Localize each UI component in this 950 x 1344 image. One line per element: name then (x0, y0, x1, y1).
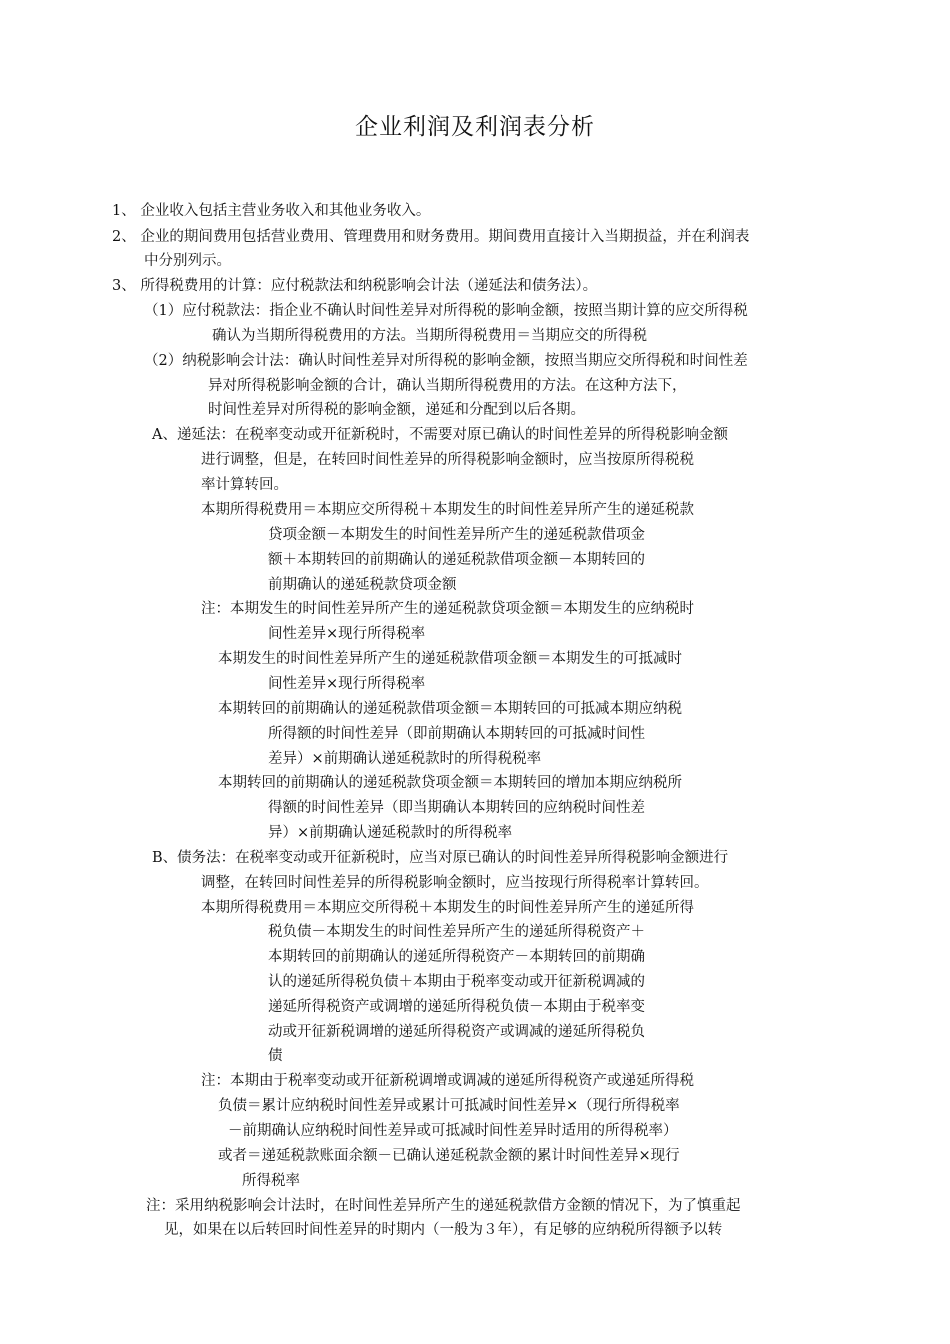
text-line: 本期转回的前期确认的递延税款借项金额＝本期转回的可抵减本期应纳税 (218, 701, 682, 717)
text-line: 见，如果在以后转回时间性差异的时期内（一般为３年），有足够的应纳税所得额予以转 (164, 1222, 723, 1238)
text-line: 间性差异×现行所得税率 (268, 676, 426, 692)
text-line: A、递延法：在税率变动或开征新税时，不需要对原已确认的时间性差异的所得税影响金额 (152, 427, 728, 443)
text-line: 进行调整，但是，在转回时间性差异的所得税影响金额时，应当按原所得税税 (201, 452, 694, 468)
text-line: 负债＝累计应纳税时间性差异或累计可抵减时间性差异×（现行所得税率 (218, 1098, 680, 1114)
text-line: 得额的时间性差异（即当期确认本期转回的应纳税时间性差 (268, 800, 645, 816)
text-line: 注：采用纳税影响会计法时，在时间性差异所产生的递延税款借方金额的情况下，为了慎重起 (146, 1198, 741, 1214)
text-line: （2）纳税影响会计法：确认时间性差异对所得税的影响金额，按照当期应交所得税和时间性差 (144, 353, 748, 369)
text-line: 率计算转回。 (201, 477, 288, 493)
text-line: （1）应付税款法：指企业不确认时间性差异对所得税的影响金额，按照当期计算的应交所得税 (144, 303, 748, 319)
text-line: 额＋本期转回的前期确认的递延税款借项金额－本期转回的 (268, 552, 645, 568)
text-line: 注：本期发生的时间性差异所产生的递延税款贷项金额＝本期发生的应纳税时 (201, 601, 694, 617)
text-line: 税负债－本期发生的时间性差异所产生的递延所得税资产＋ (268, 924, 645, 940)
text-line: 递延所得税资产或调增的递延所得税负债－本期由于税率变 (268, 999, 645, 1015)
text-line: －前期确认应纳税时间性差异或可抵减时间性差异时适用的所得税率） (228, 1123, 678, 1139)
text-line: 调整，在转回时间性差异的所得税影响金额时，应当按现行所得税率计算转回。 (201, 875, 709, 891)
text-line: 或者＝递延税款账面余额－已确认递延税款金额的累计时间性差异×现行 (218, 1148, 680, 1164)
text-line: 确认为当期所得税费用的方法。当期所得税费用＝当期应交的所得税 (212, 328, 647, 344)
page-title: 企业利润及利润表分析 (355, 114, 595, 140)
text-line: 2、 企业的期间费用包括营业费用、管理费用和财务费用。期间费用直接计入当期损益，并在利润表 (112, 229, 750, 245)
text-line: 认的递延所得税负债＋本期由于税率变动或开征新税调减的 (268, 974, 645, 990)
text-line: 债 (268, 1048, 283, 1064)
text-line: 中分别列示。 (144, 253, 231, 269)
text-line: 1、 企业收入包括主营业务收入和其他业务收入。 (112, 203, 431, 219)
text-line: 注：本期由于税率变动或开征新税调增或调减的递延所得税资产或递延所得税 (201, 1073, 694, 1089)
text-line: 时间性差异对所得税的影响金额，递延和分配到以后各期。 (208, 402, 585, 418)
text-line: 间性差异×现行所得税率 (268, 626, 426, 642)
text-line: 本期转回的前期确认的递延所得税资产－本期转回的前期确 (268, 949, 645, 965)
text-line: 异）×前期确认递延税款时的所得税率 (268, 825, 513, 841)
text-line: 所得税率 (242, 1173, 300, 1189)
text-line: B、债务法：在税率变动或开征新税时，应当对原已确认的时间性差异所得税影响金额进行 (152, 850, 729, 866)
text-line: 前期确认的递延税款贷项金额 (268, 577, 457, 593)
text-line: 差异）×前期确认递延税款时的所得税税率 (268, 751, 542, 767)
text-line: 异对所得税影响金额的合计，确认当期所得税费用的方法。在这种方法下， (208, 378, 687, 394)
text-line: 所得额的时间性差异（即前期确认本期转回的可抵减时间性 (268, 726, 645, 742)
text-line: 3、 所得税费用的计算：应付税款法和纳税影响会计法（递延法和债务法）。 (112, 278, 598, 294)
text-line: 本期发生的时间性差异所产生的递延税款借项金额＝本期发生的可抵减时 (218, 651, 682, 667)
text-line: 本期所得税费用＝本期应交所得税＋本期发生的时间性差异所产生的递延所得 (201, 900, 694, 916)
text-line: 本期所得税费用＝本期应交所得税＋本期发生的时间性差异所产生的递延税款 (201, 502, 694, 518)
text-line: 贷项金额－本期发生的时间性差异所产生的递延税款借项金 (268, 527, 645, 543)
text-line: 动或开征新税调增的递延所得税资产或调减的递延所得税负 (268, 1024, 645, 1040)
text-line: 本期转回的前期确认的递延税款贷项金额＝本期转回的增加本期应纳税所 (218, 775, 682, 791)
